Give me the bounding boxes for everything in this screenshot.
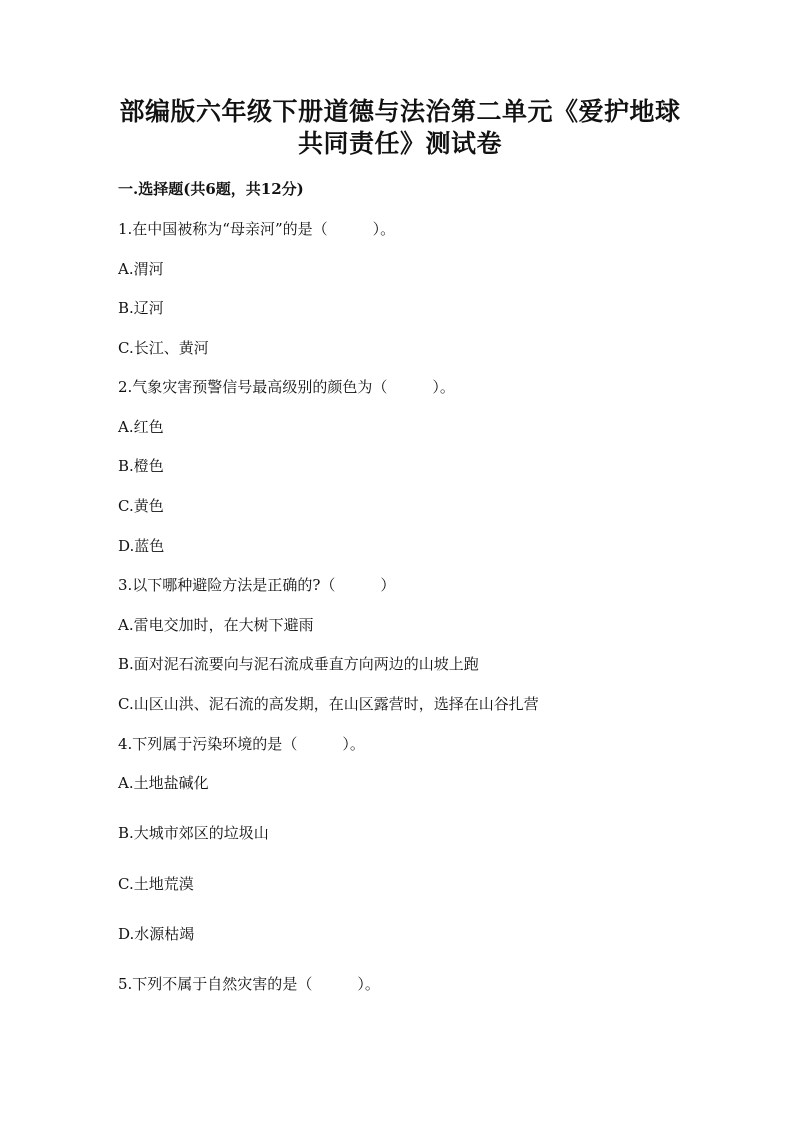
question-4-option-d: D.水源枯竭: [118, 925, 195, 943]
question-2-option-c: C.黄色: [118, 497, 164, 515]
question-1-option-c: C.长江、黄河: [118, 339, 209, 357]
question-stem-2: 2.气象灾害预警信号最高级别的颜色为（ ）。: [118, 378, 455, 396]
question-stem-3: 3.以下哪种避险方法是正确的?（ ）: [118, 576, 396, 594]
question-1-option-a: A.渭河: [118, 260, 164, 278]
question-3-option-a: A.雷电交加时，在大树下避雨: [118, 616, 314, 634]
question-4-option-b: B.大城市郊区的垃圾山: [118, 824, 269, 842]
page-title-line-2: 共同责任》测试卷: [297, 129, 502, 158]
question-4-option-c: C.土地荒漠: [118, 875, 194, 893]
page-title-line-1: 部编版六年级下册道德与法治第二单元《爱护地球: [119, 97, 681, 126]
question-4-option-a: A.土地盐碱化: [118, 774, 209, 792]
question-2-option-d: D.蓝色: [118, 537, 165, 555]
question-stem-4: 4.下列属于污染环境的是（ ）。: [118, 735, 365, 753]
question-2-option-a: A.红色: [118, 418, 164, 436]
question-3-option-c: C.山区山洪、泥石流的高发期，在山区露营时，选择在山谷扎营: [118, 695, 539, 713]
question-1-option-b: B.辽河: [118, 299, 164, 317]
question-stem-5: 5.下列不属于自然灾害的是（ ）。: [118, 975, 380, 993]
question-stem-1: 1.在中国被称为“母亲河”的是（ ）。: [118, 220, 396, 238]
section-heading: 一.选择题(共6题，共12分): [118, 180, 304, 198]
question-3-option-b: B.面对泥石流要向与泥石流成垂直方向两边的山坡上跑: [118, 655, 479, 673]
question-2-option-b: B.橙色: [118, 457, 164, 475]
